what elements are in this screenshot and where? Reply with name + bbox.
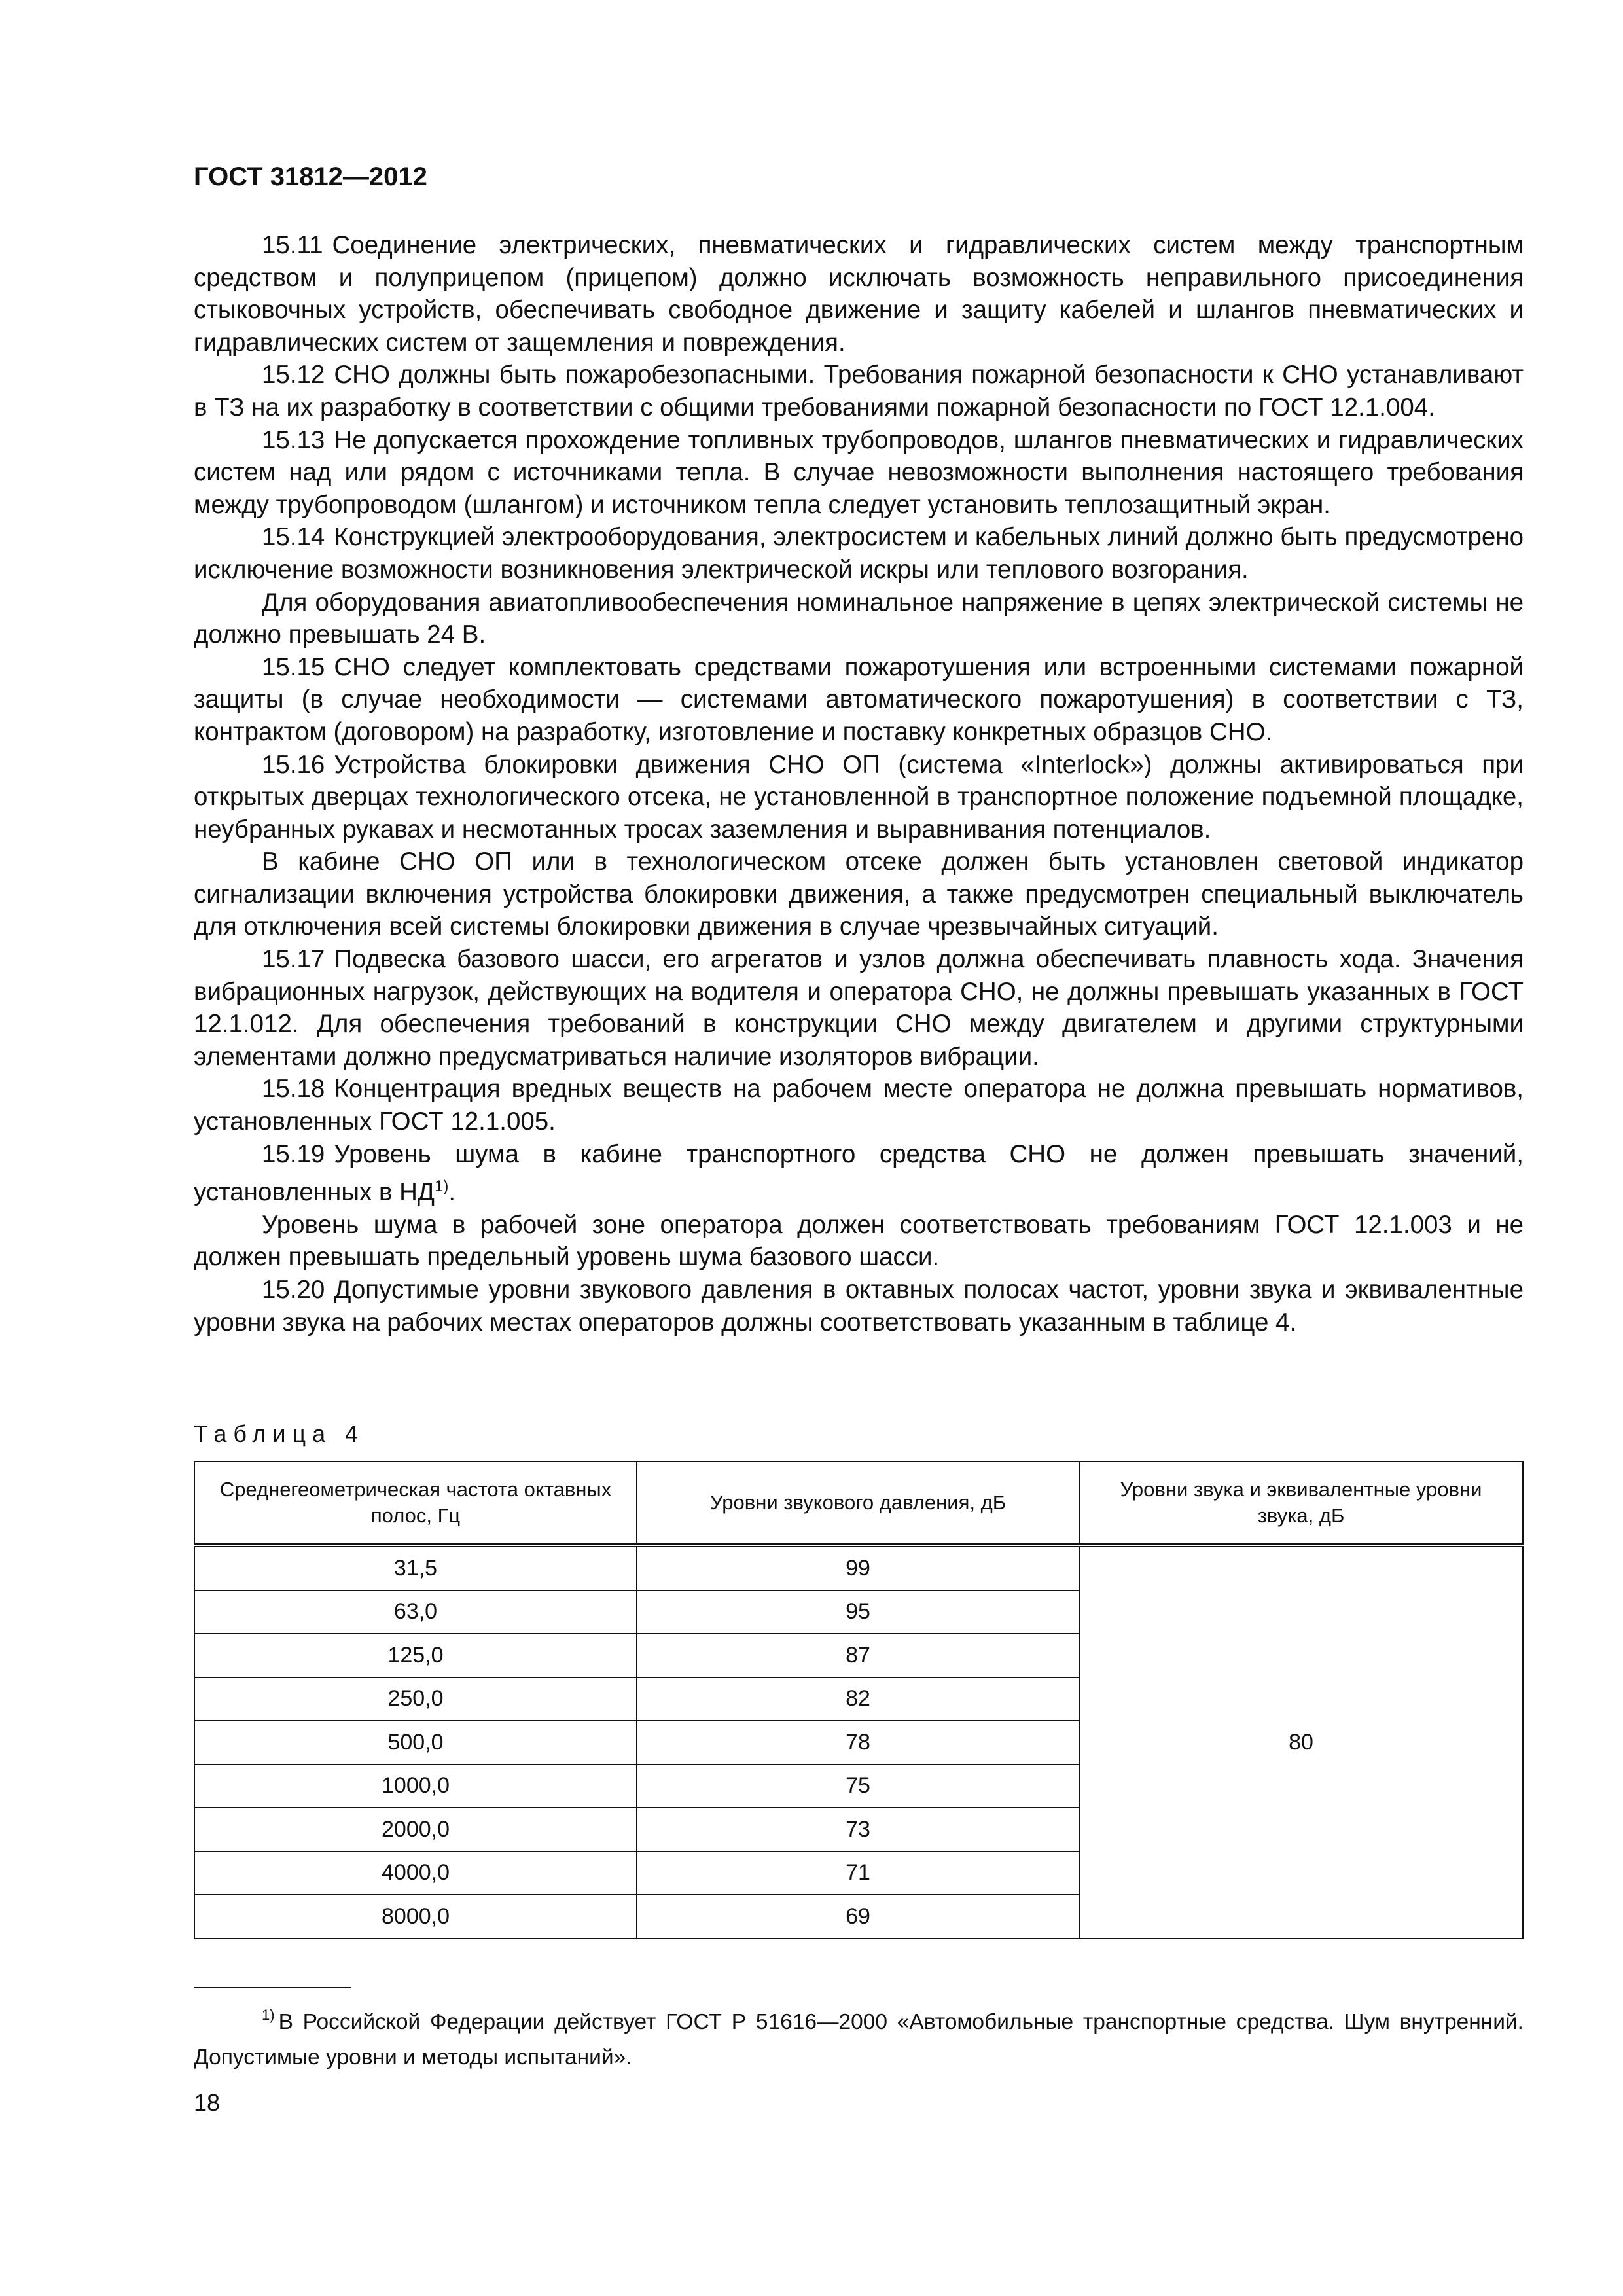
clause-text: СНО следует комплектовать средствами пожаротушения или встроенными системами пожарной защиты (в случае необходимости — системами автоматического пожаротушения) в соответствии с ТЗ, контрактом (договором) на разработку, изготовление и поставку конкретных образцов СНО. — [194, 653, 1524, 746]
paragraph-15-20 — [194, 1274, 1524, 1338]
clause-number: 15.11 — [262, 231, 323, 259]
clause-number: 15.17 — [262, 945, 325, 974]
cell-sound-pressure: 87 — [637, 1634, 1079, 1677]
footnote-text: В Российской Федерации действует ГОСТ Р 51616—2000 «Автомобильные транспортные средства. Шум внутренний. Допустимые уровни и методы испытаний». — [194, 2010, 1524, 2070]
footnote-divider — [194, 1987, 351, 1988]
clause-text: Устройства блокировки движения СНО ОП (система «Interlock») должны активироваться при открытых дверцах технологического отсека, не установленной в транспортное положение подъемной площадке, неубранных рукавах и несмотанных тросах заземления и выравнивания потенциалов. — [194, 750, 1524, 844]
clause-number: 15.13 — [262, 425, 325, 454]
paragraph-15-13 — [194, 424, 1524, 522]
clause-text: Уровень шума в рабочей зоне оператора должен соответствовать требованиям ГОСТ 12.1.003 и не должен превышать предельный уровень шума базового шасси. — [194, 1210, 1524, 1272]
paragraph-15-16-cont — [194, 846, 1524, 943]
clause-number: 15.12 — [262, 361, 325, 389]
paragraph-15-18 — [194, 1073, 1524, 1138]
cell-sound-pressure: 69 — [637, 1895, 1079, 1939]
noise-levels-table — [194, 1461, 1524, 1939]
footnote-reference[interactable]: 1) — [434, 1177, 449, 1196]
clause-number: 15.16 — [262, 750, 325, 779]
cell-frequency: 63,0 — [194, 1590, 637, 1634]
cell-frequency: 2000,0 — [194, 1808, 637, 1852]
clause-text: В кабине СНО ОП или в технологическом отсеке должен быть установлен световой индикатор сигнализации включения устройства блокировки движения, а также предусмотрен специальный выключатель для отключения всей системы блокировки движения в случае чрезвычайных ситуаций. — [194, 848, 1524, 941]
clause-text: Соединение электрических, пневматических и гидравлических систем между транспортным средством и полуприцепом (прицепом) должно исключать возможность неправильного присоединения стыковочных устройств, обеспечивать свободное движение и защиту кабелей и шлангов пневматических и гидравлических систем от защемления и повреждения. — [194, 231, 1524, 357]
header-sound-pressure: Уровни звукового давления, дБ — [637, 1462, 1079, 1545]
cell-frequency: 250,0 — [194, 1677, 637, 1721]
cell-frequency: 31,5 — [194, 1545, 637, 1590]
table-row — [194, 1545, 1523, 1590]
paragraph-15-19-cont — [194, 1209, 1524, 1274]
clause-text: Не допускается прохождение топливных трубопроводов, шлангов пневматических и гидравлических систем над или рядом с источниками тепла. В случае невозможности выполнения настоящего требования между трубопроводом (шлангом) и источником тепла следует установить теплозащитный экран. — [194, 425, 1524, 519]
clause-text: Уровень шума в кабине транспортного средства СНО не должен превышать значений, установленных в НД — [194, 1139, 1524, 1207]
cell-sound-pressure: 95 — [637, 1590, 1079, 1634]
cell-frequency: 4000,0 — [194, 1852, 637, 1895]
cell-sound-pressure: 99 — [637, 1545, 1079, 1590]
footnote-marker: 1) — [262, 2007, 275, 2023]
document-code-header: ГОСТ 31812—2012 — [194, 162, 427, 191]
clause-number: 15.20 — [262, 1276, 325, 1304]
cell-sound-pressure: 71 — [637, 1852, 1079, 1895]
cell-frequency: 500,0 — [194, 1721, 637, 1765]
cell-frequency: 125,0 — [194, 1634, 637, 1677]
table-header-row — [194, 1462, 1523, 1545]
cell-sound-pressure: 73 — [637, 1808, 1079, 1852]
document-body — [194, 229, 1524, 1338]
paragraph-15-12 — [194, 359, 1524, 423]
table-caption: Таблица 4 — [194, 1420, 365, 1447]
clause-number: 15.14 — [262, 523, 325, 552]
clause-text: Концентрация вредных веществ на рабочем месте оператора не должна превышать нормативов, установленных ГОСТ 12.1.005. — [194, 1075, 1524, 1136]
paragraph-15-14 — [194, 521, 1524, 586]
clause-number: 15.19 — [262, 1139, 325, 1168]
cell-sound-pressure: 78 — [637, 1721, 1079, 1765]
clause-text-end: . — [448, 1178, 456, 1207]
clause-text: СНО должны быть пожаробезопасными. Требования пожарной безопасности к СНО устанавливают в ТЗ на их разработку в соответствии с общими требованиями пожарной безопасности по ГОСТ 12.1.004. — [194, 361, 1524, 422]
clause-text: Конструкцией электрооборудования, электросистем и кабельных линий должно быть предусмотрено исключение возможности возникновения электрической искры или теплового возгорания. — [194, 523, 1524, 584]
paragraph-15-16 — [194, 749, 1524, 846]
clause-number: 15.18 — [262, 1075, 325, 1103]
page-number: 18 — [194, 2089, 221, 2116]
paragraph-15-19 — [194, 1138, 1524, 1209]
paragraph-15-14-cont — [194, 586, 1524, 651]
clause-text: Подвеска базового шасси, его агрегатов и узлов должна обеспечивать плавность хода. Значения вибрационных нагрузок, действующих на водителя и оператора СНО, не должны превышать указанных в ГОСТ 12.1.012. Для обеспечения требований в конструкции СНО между двигателем и другими структурными элементами должно предусматриваться наличие изоляторов вибрации. — [194, 945, 1524, 1071]
header-frequency: Среднегеометрическая частота октавных полос, Гц — [194, 1462, 637, 1545]
clause-text: Допустимые уровни звукового давления в октавных полосах частот, уровни звука и эквивалентные уровни звука на рабочих местах операторов должны соответствовать указанным в таблице 4. — [194, 1276, 1524, 1336]
cell-frequency: 8000,0 — [194, 1895, 637, 1939]
clause-number: 15.15 — [262, 653, 325, 681]
header-sound-level: Уровни звука и эквивалентные уровни звука, дБ — [1079, 1462, 1523, 1545]
cell-sound-level-merged: 80 — [1079, 1545, 1523, 1939]
cell-sound-pressure: 82 — [637, 1677, 1079, 1721]
footnote — [194, 1998, 1524, 2075]
cell-sound-pressure: 75 — [637, 1765, 1079, 1808]
clause-text: Для оборудования авиатопливообеспечения номинальное напряжение в цепях электрической системы не должно превышать 24 В. — [194, 588, 1524, 649]
paragraph-15-15 — [194, 651, 1524, 749]
cell-frequency: 1000,0 — [194, 1765, 637, 1808]
paragraph-15-11 — [194, 229, 1524, 359]
paragraph-15-17 — [194, 943, 1524, 1073]
